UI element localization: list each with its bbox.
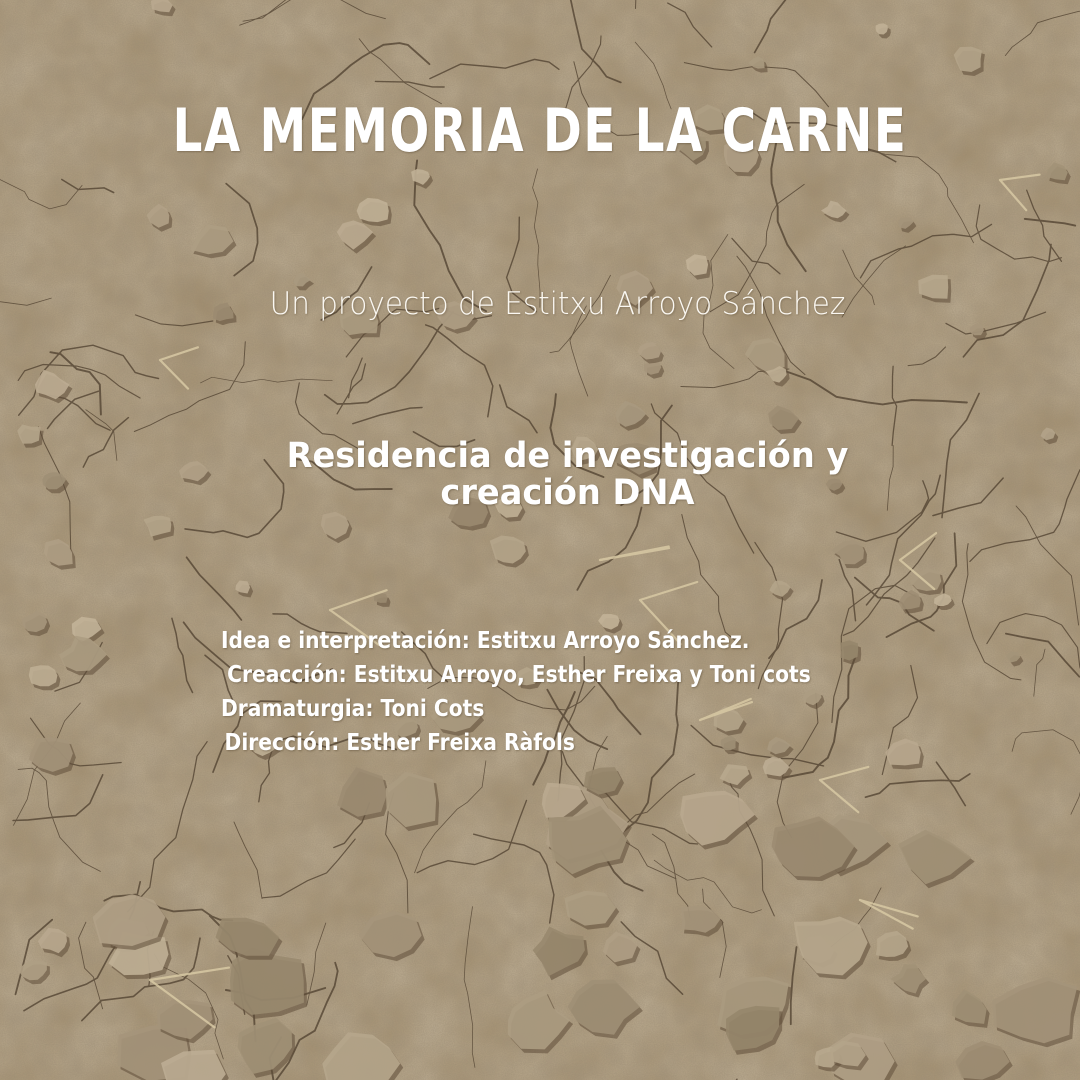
title: LA MEMORIA DE LA CARNE	[172, 96, 908, 166]
residency-line-1: Residencia de investigación y	[286, 436, 849, 476]
residency-heading	[23, 438, 1080, 512]
residency-line-2: creación DNA	[440, 473, 695, 513]
subtitle: Un proyecto de Estitxu Arroyo Sánchez	[269, 286, 846, 322]
credit-dramaturgy: Dramaturgia: Toni Cots	[221, 696, 485, 722]
credit-direction: Dirección: Esther Freixa Ràfols	[224, 730, 575, 756]
credits-block	[221, 624, 811, 760]
credit-creation: Creacción: Estitxu Arroyo, Esther Freixa y Toni cots	[227, 662, 811, 688]
credit-idea: Idea e interpretación: Estitxu Arroyo Sánchez.	[221, 628, 750, 654]
